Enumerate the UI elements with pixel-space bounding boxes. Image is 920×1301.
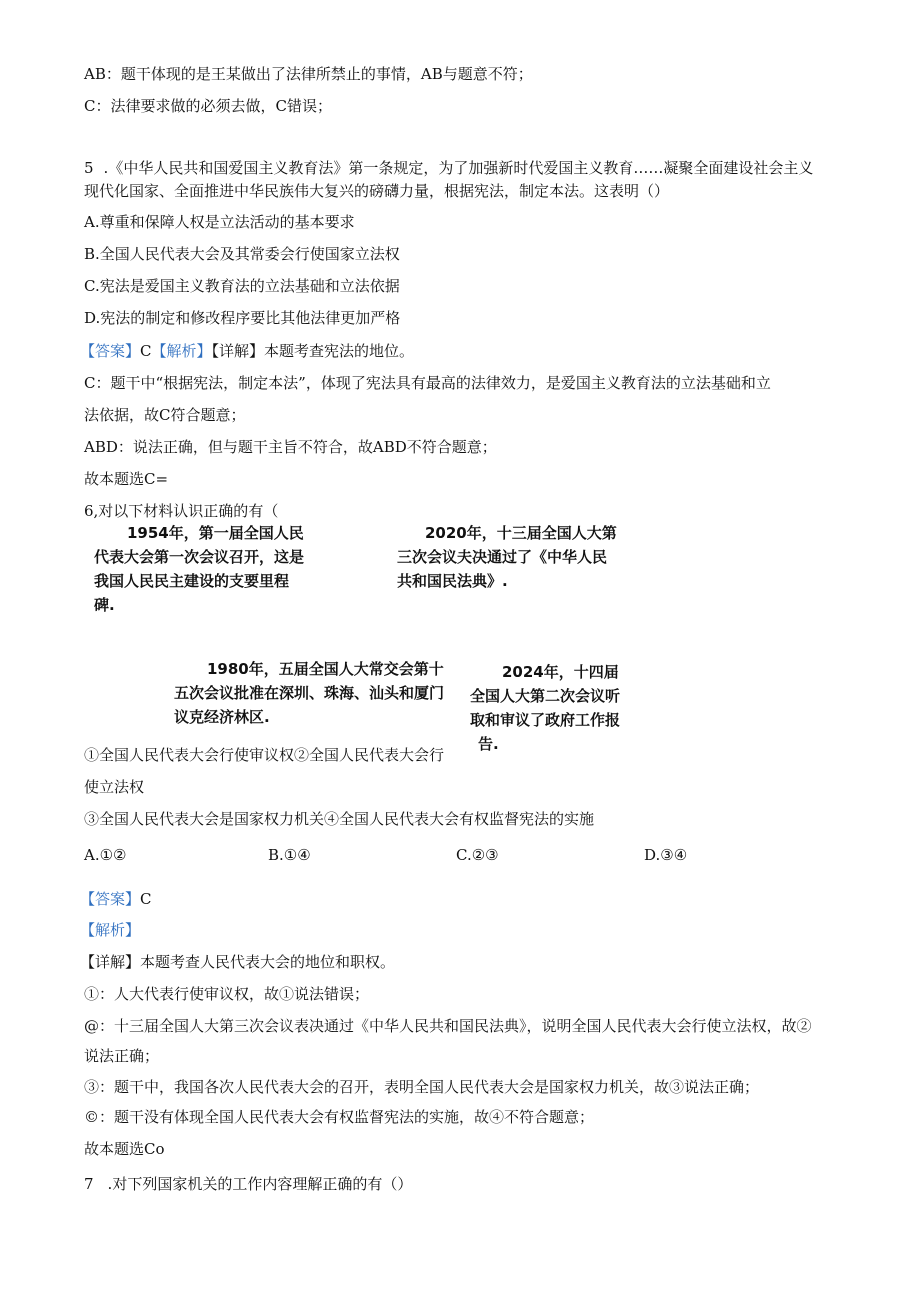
explanation-line: ABD：说法正确，但与题干主旨不符合，故ABD不符合题意； [84,438,497,456]
question-number: 5 [84,159,94,177]
option-b: B.①④ [268,846,311,864]
option-b: B.全国人民代表大会及其常委会行使国家立法权 [84,245,400,263]
material-line: 1954年，第一届全国人民 [127,524,304,542]
question-5-stem-line2: 现代化国家、全面推进中华民族伟大复兴的磅礴力量，根据宪法，制定本法。这表明（） [84,182,670,200]
material-1980 [174,657,444,729]
material-line: 代表大会第一次会议召开，这是 [94,548,305,566]
explanation-line: C：法律要求做的必须去做，C错误； [84,97,332,115]
material-2024 [470,660,620,756]
analysis-tag: 【解析】 [151,342,212,360]
statement-line: ③全国人民代表大会是国家权力机关④全国人民代表大会有权监督宪法的实施 [84,810,595,828]
question-text: .《中华人民共和国爱国主义教育法》第一条规定，为了加强新时代爱国主义教育……凝聚全面建设社会主义 [103,159,814,177]
answer-value: C [140,890,152,908]
material-1954 [94,521,304,617]
material-2020 [397,521,617,593]
option-c: C.②③ [456,846,499,864]
material-line: 取和审议了政府工作报 [470,711,621,729]
material-line: 五次会议批准在深圳、珠海、汕头和厦门 [174,684,445,702]
explanation-line: 故本题选C= [84,470,169,488]
material-line: 全国人大第二次会议听 [470,687,621,705]
material-line: 2024年，十四届 [502,663,619,681]
option-c: C.宪法是爱国主义教育法的立法基础和立法依据 [84,277,400,295]
material-line: 三次会议夫决通过了《中华人民 [397,548,608,566]
explanation-line: 故本题选Co [84,1140,165,1158]
analysis-tag: 【解析】 [80,921,141,939]
option-d: D.③④ [644,846,688,864]
option-d: D.宪法的制定和修改程序要比其他法律更加严格 [84,309,401,327]
explanation-line: C：题干中“根据宪法，制定本法”，体现了宪法具有最高的法律效力，是爱国主义教育法的立法基础和立 [84,374,771,392]
explanation-line: ③：题干中，我国各次人民代表大会的召开，表明全国人民代表大会是国家权力机关，故③说法正确； [84,1078,760,1096]
statement-line: ①全国人民代表大会行使审议权②全国人民代表大会行 [84,746,445,764]
option-a: A.①② [84,846,127,864]
material-line: 1980年，五届全国人大常交会第十 [207,660,444,678]
material-line: 2020年，十三届全国人大第 [425,524,617,542]
question-number: 7 [84,1175,94,1193]
explanation-line: AB：题干体现的是王某做出了法律所禁止的事情，AB与题意不符； [84,65,533,83]
material-line: 告. [478,735,499,753]
explanation-line: 法依据，故C符合题意； [84,406,246,424]
option-a: A.尊重和保障人权是立法活动的基本要求 [84,213,355,231]
answer-tag: 【答案】 [80,890,141,908]
question-text: .对下列国家机关的工作内容理解正确的有（） [107,1175,413,1193]
question-7-stem [84,1174,412,1194]
material-line: 议克经济林区. [174,708,270,726]
explanation-line: ©：题干没有体现全国人民代表大会有权监督宪法的实施，故④不符合题意； [84,1108,595,1126]
answer-value: C [140,342,152,360]
answer-line [80,341,414,361]
answer-tag: 【答案】 [80,342,141,360]
answer-line [80,889,152,909]
explanation-line: 说法正确； [84,1047,160,1065]
detail-text: 【详解】本题考查人民代表大会的地位和职权。 [80,953,396,971]
material-line: 我国人民民主建设的支要里程 [94,572,290,590]
question-6-stem: 6,对以下材料认识正确的有（ [84,502,279,520]
explanation-line: @：十三届全国人大第三次会议表决通过《中华人民共和国民法典》，说明全国人民代表大会行使立法权，故② [84,1017,812,1035]
detail-text: 【详解】本题考查宪法的地位。 [211,342,415,360]
question-5-stem-line1 [84,158,813,178]
explanation-line: ①：人大代表行使审议权，故①说法错误； [84,985,370,1003]
statement-line: 使立法权 [84,778,145,796]
material-line: 碑. [94,596,115,614]
material-line: 共和国民法典》. [397,572,508,590]
